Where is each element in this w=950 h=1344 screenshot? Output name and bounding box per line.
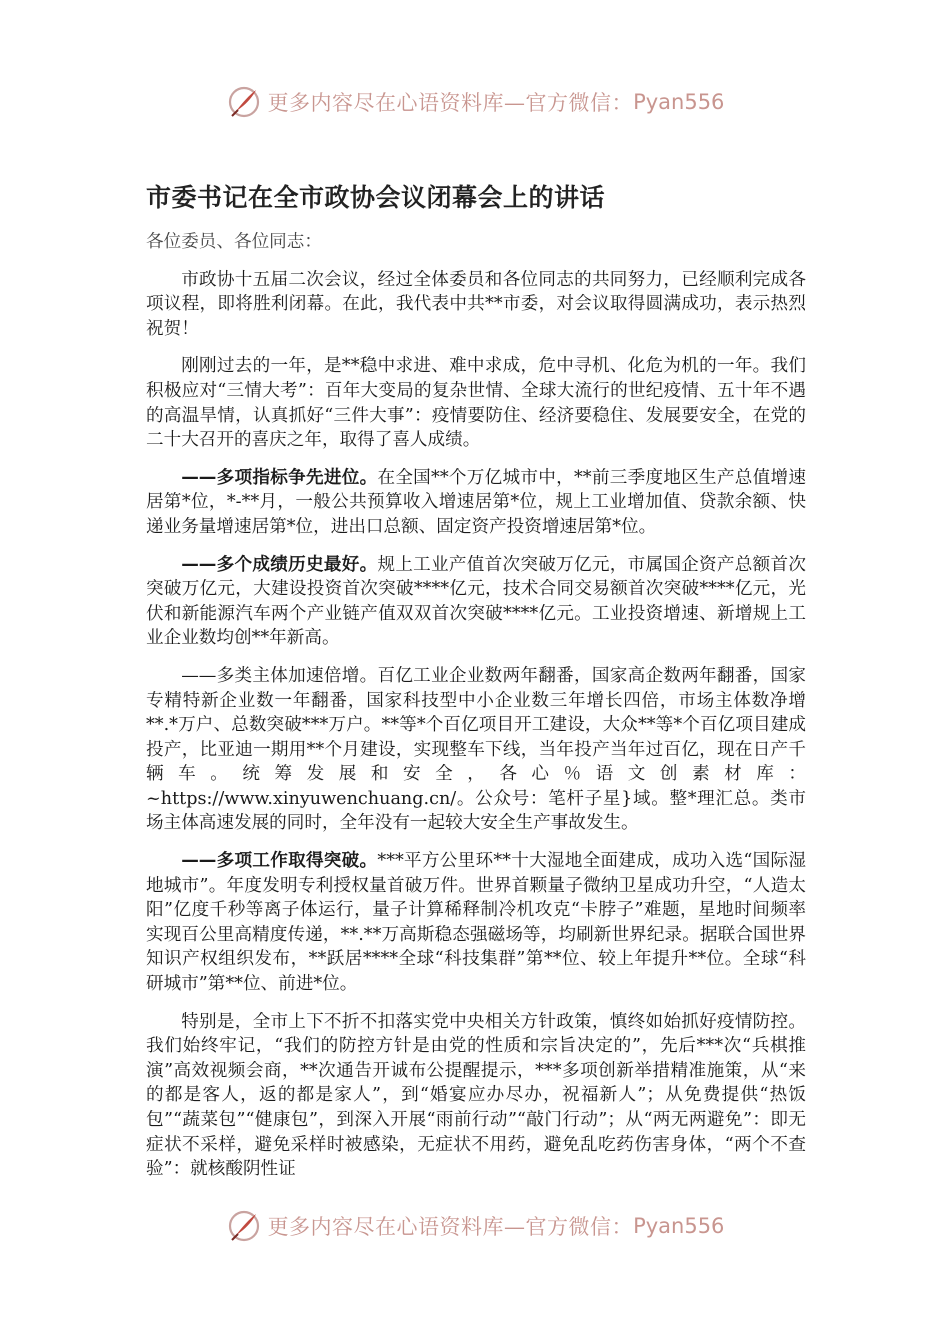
paragraph-text: 规上工业产值首次突破万亿元，市属国企资产总额首次突破万亿元，大建设投资首次突破****亿元，技术合同交易额首次突破****亿元，光伏和新能源汽车两个产业链产值双双首次突破****亿元。工业投资增速、新增规上工业企业数均创**年新高。 xyxy=(146,554,806,649)
header-banner-text: 更多内容尽在心语资料库—官方微信： xyxy=(267,91,634,115)
paragraph-text: 特别是，全市上下不折不扣落实党中央相关方针政策，慎终如始抓好疫情防控。我们始终牢记，“我们的防控方针是由党的性质和宗旨决定的”，先后***次“兵棋推演”高效视频会商，**次通告开诚布公提醒提示，***多项创新举措精准施策，从“来的都是客人，返的都是家人”，到“婚宴应办尽办，祝福新人”；从免费提供“热饭包”“蔬菜包”“健康包”，到深入开展“雨前行动”“敲门行动”；从“两无两避免”：即无症状不采样，避免采样时被感染，无症状不用药，避免乱吃药伤害身体，“两个不查验”：就核酸阴性证 xyxy=(146,1011,806,1180)
quill-logo-icon xyxy=(226,1208,262,1244)
paragraph-text: 刚刚过去的一年，是**稳中求进、难中求成，危中寻机、化危为机的一年。我们积极应对“三情大考”：百年大变局的复杂世情、全球大流行的世纪疫情、五十年不遇的高温旱情，认真抓好“三件大事”：疫情要防住、经济要稳住、发展要安全，在党的二十大召开的喜庆之年，取得了喜人成绩。 xyxy=(146,356,806,451)
document-body xyxy=(146,230,806,1195)
paragraph-1 xyxy=(146,268,806,342)
footer-banner xyxy=(0,1206,950,1246)
header-banner-brand: Pyan556 xyxy=(633,90,725,114)
paragraph-3 xyxy=(146,466,806,540)
paragraph-6 xyxy=(146,849,806,997)
paragraph-lead: ——多项工作取得突破。 xyxy=(181,851,378,872)
paragraph-lead: ——多项指标争先进位。 xyxy=(181,467,378,488)
paragraph-text: ——多类主体加速倍增。百亿工业企业数两年翻番，国家高企数两年翻番，国家专精特新企业数一年翻番，国家科技型中小企业数三年增长四倍，市场主体数净增**.*万户、总数突破***万户。**等*个百亿项目开工建设，大众**等*个百亿项目建成投产，比亚迪一期用**个月建设，实现整车下线，当年投产当年过百亿，现在日产千辆车。统筹发展和安全，各心％语文创素材库：~https://www.xinyuwenchuang.cn/。公众号：笔杆子星}域。整*理汇总。类市场主体高速发展的同时，全年没有一起较大安全生产事故发生。 xyxy=(146,665,806,834)
paragraph-text: 在全国**个万亿城市中，**前三季度地区生产总值增速居第*位，*-**月，一般公共预算收入增速居第*位，规上工业增加值、贷款余额、快递业务量增速居第*位，进出口总额、固定资产投资增速居第*位。 xyxy=(146,467,806,537)
paragraph-lead: ——多个成绩历史最好。 xyxy=(181,554,378,575)
footer-banner-brand: Pyan556 xyxy=(633,1214,725,1238)
paragraph-4 xyxy=(146,553,806,651)
document-title: 市委书记在全市政协会议闭幕会上的讲话 xyxy=(146,183,606,212)
paragraph-5 xyxy=(146,664,806,836)
header-banner xyxy=(0,82,950,122)
paragraph-7 xyxy=(146,1010,806,1182)
footer-banner-text: 更多内容尽在心语资料库—官方微信： xyxy=(267,1215,634,1239)
paragraph-text: 市政协十五届二次会议，经过全体委员和各位同志的共同努力，已经顺利完成各项议程，即将胜利闭幕。在此，我代表中共**市委，对会议取得圆满成功，表示热烈祝贺！ xyxy=(146,269,806,339)
quill-logo-icon xyxy=(226,84,262,120)
paragraph-text: ***平方公里环**十大湿地全面建成，成功入选“国际湿地城市”。年度发明专利授权量首破万件。世界首颗量子微纳卫星成功升空，“人造太阳”亿度千秒等离子体运行，量子计算稀释制冷机攻克“卡脖子”难题，星地时间频率实现百公里高精度传递，**.**万高斯稳态强磁场等，均刷新世界纪录。据联合国世界知识产权组织发布，**跃居****全球“科技集群”第**位、较上年提升**位。全球“科研城市”第**位、前进*位。 xyxy=(146,851,806,995)
salutation: 各位委员、各位同志： xyxy=(146,232,322,252)
paragraph-2 xyxy=(146,354,806,452)
